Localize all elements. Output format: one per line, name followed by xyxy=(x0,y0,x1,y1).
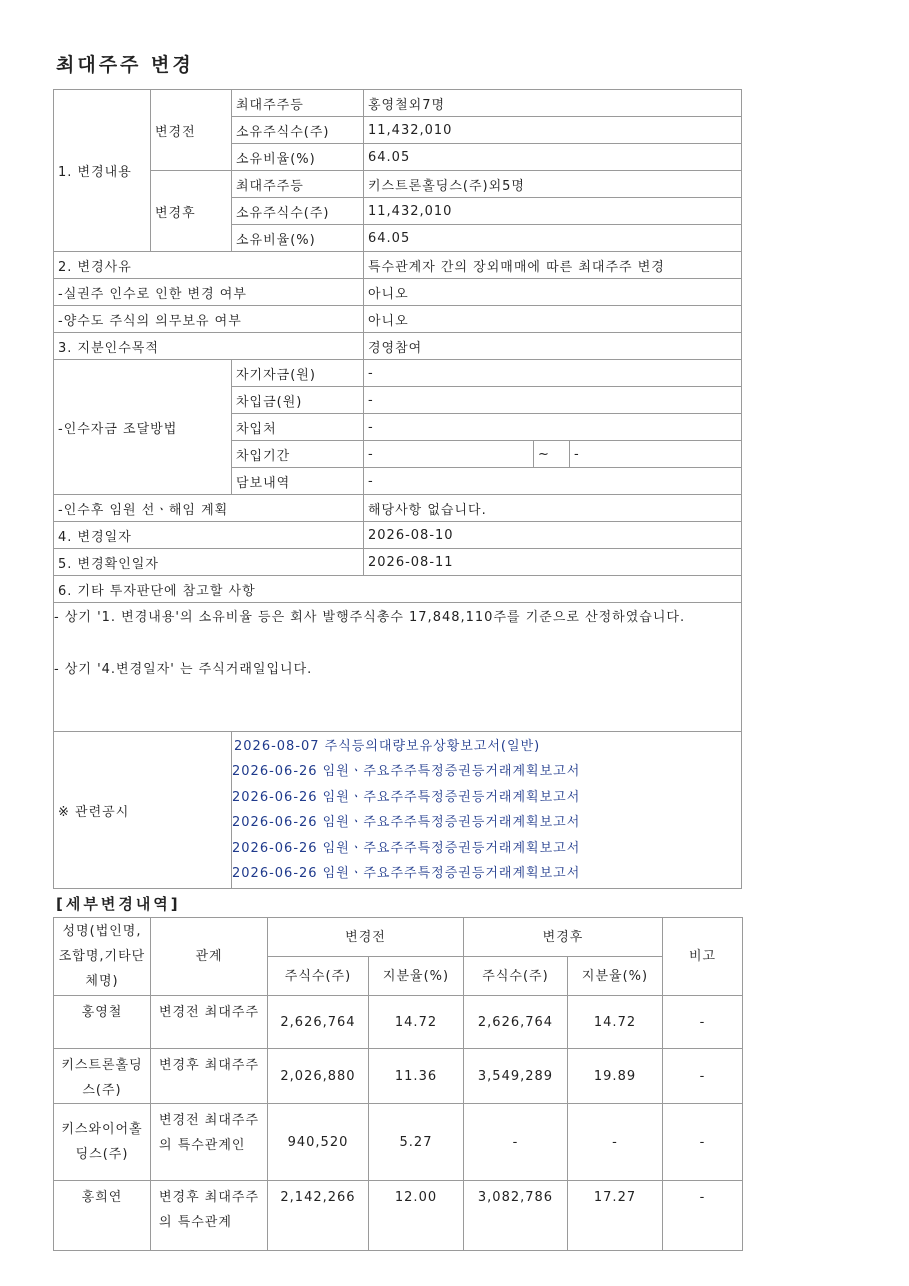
cell-before-ratio: 12.00 xyxy=(369,1181,464,1251)
purpose-label: 3. 지분인수목적 xyxy=(54,333,364,360)
after-label: 변경후 xyxy=(151,171,232,252)
related-disclosure-link[interactable]: 2026-08-07 주식등의대량보유상황보고서(일반) xyxy=(234,739,541,754)
related-disclosure-link[interactable]: 2026-06-26 임원ㆍ주요주주특정증권등거래계획보고서 xyxy=(232,789,581,805)
detail-title: [세부변경내역] xyxy=(56,895,181,913)
row-value: 홍영철외7명 xyxy=(364,90,742,117)
cell-before-ratio: 11.36 xyxy=(369,1049,464,1104)
page-title: 최대주주 변경 xyxy=(56,54,194,76)
actual-owner-value: 아니오 xyxy=(364,279,742,306)
row-value: 11,432,010 xyxy=(364,117,742,144)
cell-before-shares: 2,026,880 xyxy=(268,1049,369,1104)
header-after: 변경후 xyxy=(464,918,663,957)
confirm-date-value: 2026-08-11 xyxy=(364,549,742,576)
related-list xyxy=(232,732,742,889)
related-disclosure-link[interactable]: 2026-06-26 임원ㆍ주요주주특정증권등거래계획보고서 xyxy=(232,866,581,882)
change-content-label: 1. 변경내용 xyxy=(54,90,151,252)
cell-after-shares: 3,549,289 xyxy=(464,1049,568,1104)
table-row xyxy=(54,1181,743,1251)
before-label: 변경전 xyxy=(151,90,232,171)
lockup-value: 아니오 xyxy=(364,306,742,333)
header-after-ratio: 지분율(%) xyxy=(568,957,663,996)
header-before: 변경전 xyxy=(268,918,464,957)
row-label: 소유주식수(주) xyxy=(232,198,364,225)
row-label: 소유비율(%) xyxy=(232,144,364,171)
executives-value: 해당사항 없습니다. xyxy=(364,495,742,522)
table-row xyxy=(54,1104,743,1181)
cell-note: - xyxy=(663,1104,743,1181)
cell-name: 홍희연 xyxy=(54,1181,151,1251)
period-separator: ~ xyxy=(534,441,570,468)
row-label: 소유비율(%) xyxy=(232,225,364,252)
cell-note: - xyxy=(663,996,743,1049)
related-label: ※ 관련공시 xyxy=(54,732,232,889)
detail-table xyxy=(53,917,743,1251)
borrowed-value: - xyxy=(364,387,742,414)
period-end: - xyxy=(570,441,742,468)
other-content xyxy=(54,603,742,732)
change-date-value: 2026-08-10 xyxy=(364,522,742,549)
header-name: 성명(법인명,조합명,기타단체명) xyxy=(54,918,151,996)
other-line-2: - 상기 '4.변경일자' 는 주식거래일입니다. xyxy=(54,662,313,677)
row-label: 최대주주등 xyxy=(232,171,364,198)
cell-after-ratio: 19.89 xyxy=(568,1049,663,1104)
cell-after-ratio: 14.72 xyxy=(568,996,663,1049)
cell-name: 홍영철 xyxy=(54,996,151,1049)
header-before-shares: 주식수(주) xyxy=(268,957,369,996)
table-row xyxy=(54,996,743,1049)
related-disclosure-link[interactable]: 2026-06-26 임원ㆍ주요주주특정증권등거래계획보고서 xyxy=(232,840,581,856)
lender-label: 차입처 xyxy=(232,414,364,441)
cell-before-shares: 2,142,266 xyxy=(268,1181,369,1251)
row-value: 64.05 xyxy=(364,225,742,252)
period-start: - xyxy=(364,441,534,468)
cell-before-shares: 940,520 xyxy=(268,1104,369,1181)
cell-before-shares: 2,626,764 xyxy=(268,996,369,1049)
cell-relation: 변경전 최대주주의 특수관계인 xyxy=(151,1104,268,1181)
row-label: 소유주식수(주) xyxy=(232,117,364,144)
header-before-ratio: 지분율(%) xyxy=(369,957,464,996)
cell-after-shares: 3,082,786 xyxy=(464,1181,568,1251)
cell-name: 키스와이어홀딩스(주) xyxy=(54,1104,151,1181)
row-value: 64.05 xyxy=(364,144,742,171)
lockup-label: -양수도 주식의 의무보유 여부 xyxy=(54,306,364,333)
cell-relation: 변경후 최대주주의 특수관계 xyxy=(151,1181,268,1251)
row-value: 키스트론홀딩스(주)외5명 xyxy=(364,171,742,198)
header-relation: 관계 xyxy=(151,918,268,996)
row-value: 11,432,010 xyxy=(364,198,742,225)
cell-relation: 변경후 최대주주 xyxy=(151,1049,268,1104)
cell-note: - xyxy=(663,1049,743,1104)
row-label: 최대주주등 xyxy=(232,90,364,117)
cell-after-ratio: - xyxy=(568,1104,663,1181)
related-disclosure-link[interactable]: 2026-06-26 임원ㆍ주요주주특정증권등거래계획보고서 xyxy=(232,764,581,780)
borrowed-label: 차입금(원) xyxy=(232,387,364,414)
header-after-shares: 주식수(주) xyxy=(464,957,568,996)
reason-value: 특수관계자 간의 장외매매에 따른 최대주주 변경 xyxy=(364,252,742,279)
cell-note: - xyxy=(663,1181,743,1251)
change-date-label: 4. 변경일자 xyxy=(54,522,364,549)
cell-before-ratio: 14.72 xyxy=(369,996,464,1049)
table-row xyxy=(54,1049,743,1104)
cell-after-shares: - xyxy=(464,1104,568,1181)
purpose-value: 경영참여 xyxy=(364,333,742,360)
cell-after-ratio: 17.27 xyxy=(568,1181,663,1251)
cell-before-ratio: 5.27 xyxy=(369,1104,464,1181)
disclosure-table xyxy=(53,89,742,889)
cell-name: 키스트론홀딩스(주) xyxy=(54,1049,151,1104)
own-funds-label: 자기자금(원) xyxy=(232,360,364,387)
own-funds-value: - xyxy=(364,360,742,387)
reason-label: 2. 변경사유 xyxy=(54,252,364,279)
other-label: 6. 기타 투자판단에 참고할 사항 xyxy=(54,576,742,603)
confirm-date-label: 5. 변경확인일자 xyxy=(54,549,364,576)
funding-label: -인수자금 조달방법 xyxy=(54,360,232,495)
other-line-1: - 상기 '1. 변경내용'의 소유비율 등은 회사 발행주식총수 17,848,110주를 기준으로 산정하였습니다. xyxy=(54,610,686,625)
actual-owner-label: -실권주 인수로 인한 변경 여부 xyxy=(54,279,364,306)
lender-value: - xyxy=(364,414,742,441)
collateral-label: 담보내역 xyxy=(232,468,364,495)
related-disclosure-link[interactable]: 2026-06-26 임원ㆍ주요주주특정증권등거래계획보고서 xyxy=(232,815,581,831)
executives-label: -인수후 임원 선ㆍ해임 계획 xyxy=(54,495,364,522)
cell-after-shares: 2,626,764 xyxy=(464,996,568,1049)
cell-relation: 변경전 최대주주 xyxy=(151,996,268,1049)
collateral-value: - xyxy=(364,468,742,495)
header-note: 비고 xyxy=(663,918,743,996)
period-label: 차입기간 xyxy=(232,441,364,468)
